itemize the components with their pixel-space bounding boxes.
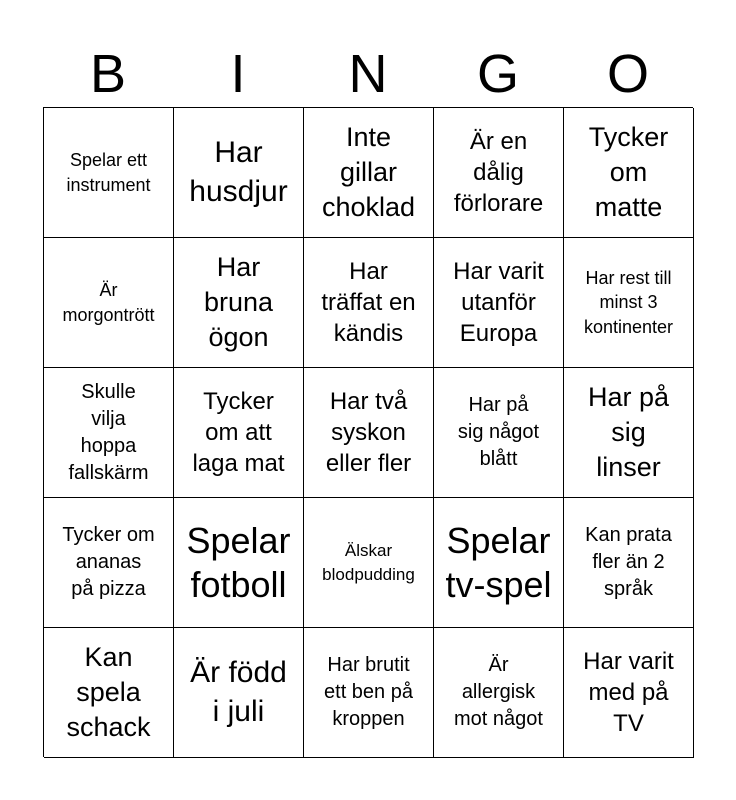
cell-text: Spelar ett instrument [66,150,151,195]
bingo-cell[interactable] [44,628,174,758]
cell-text: Har husdjur [189,136,288,208]
cell-text: Har två syskon eller fler [325,387,412,478]
bingo-cell[interactable] [564,628,694,758]
bingo-cell[interactable] [564,368,694,498]
bingo-cell[interactable] [44,238,174,368]
cell-text: Har varit utanför Europa [453,257,544,348]
cell-text: Har brutit ett ben på kroppen [324,654,413,730]
cell-text: Är född i juli [190,656,287,728]
bingo-cell[interactable] [434,498,564,628]
cell-text: Har varit med på TV [583,647,674,738]
cell-text: Är en dålig förlorare [453,127,544,218]
cell-text: Skulle vilja hoppa fallskärm [68,380,149,484]
cell-text: Inte gillar choklad [321,121,416,223]
bingo-cell[interactable] [434,628,564,758]
bingo-cell[interactable] [304,108,434,238]
bingo-cell[interactable] [174,238,304,368]
bingo-board [43,107,693,757]
cell-text: Har på sig linser [587,381,670,483]
cell-text: Kan prata fler än 2 språk [585,524,672,600]
cell-text: Kan spela schack [66,641,151,743]
bingo-cell[interactable] [174,628,304,758]
bingo-cell[interactable] [174,368,304,498]
bingo-cell[interactable] [44,108,174,238]
cell-text: Tycker om matte [588,121,669,223]
bingo-cell[interactable] [434,238,564,368]
header-letter-o: O [606,44,649,104]
cell-text: Är allergisk mot något [454,654,543,730]
cell-text: Har träffat en kändis [321,257,416,348]
bingo-cell[interactable] [564,498,694,628]
bingo-cell[interactable] [44,498,174,628]
header-letter-b: B [89,44,127,104]
bingo-cell[interactable] [304,628,434,758]
bingo-cell[interactable] [304,498,434,628]
cell-text: Har rest till minst 3 kontinenter [583,268,674,337]
header-letter-g: G [476,44,519,104]
bingo-header [43,40,693,108]
bingo-cell[interactable] [174,498,304,628]
cell-text: Älskar blodpudding [322,540,415,584]
cell-text: Har bruna ögon [203,251,274,353]
bingo-cell[interactable] [434,368,564,498]
bingo-cell[interactable] [304,368,434,498]
bingo-cell[interactable] [174,108,304,238]
header-letter-i: I [230,44,246,104]
bingo-cell[interactable] [564,238,694,368]
cell-text: Spelar fotboll [186,519,291,605]
bingo-cell[interactable] [44,368,174,498]
cell-text: Spelar tv-spel [445,519,552,605]
bingo-cell[interactable] [304,238,434,368]
bingo-cell[interactable] [564,108,694,238]
cell-text: Tycker om ananas på pizza [62,524,155,600]
header-letter-n: N [348,44,388,104]
bingo-cell[interactable] [434,108,564,238]
cell-text: Har på sig något blått [457,394,540,470]
cell-text: Är morgontrött [62,280,155,325]
cell-text: Tycker om att laga mat [192,387,285,478]
